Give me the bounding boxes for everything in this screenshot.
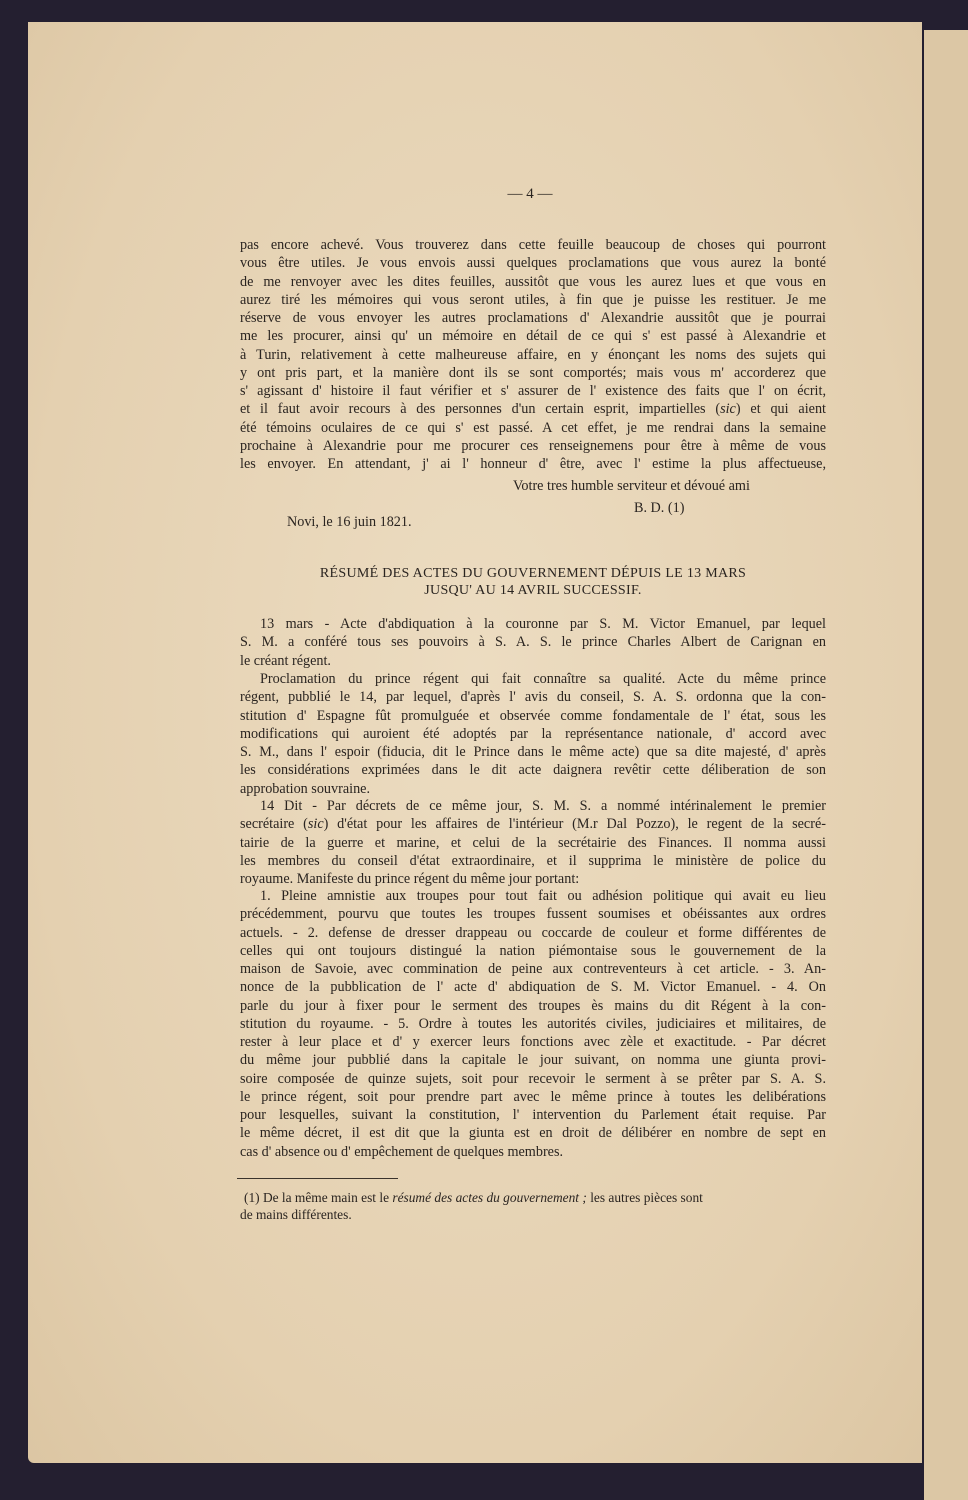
- text-line: celles qui ont toujours distingué la nation piémontaise sous le gouvernement de la: [240, 942, 826, 959]
- footnote-divider: [237, 1178, 398, 1179]
- text-line: précédemment, pourvu que toutes les troupes fussent soumises et obéissantes aux ordres: [240, 906, 826, 923]
- text-line: prochaine à Alexandrie pour me procurer ces renseignemens pour être à même de vous: [240, 437, 826, 454]
- next-page-edge: [924, 30, 968, 1500]
- text-line: actuels. - 2. defense de dresser drappeau ou coccarde de couleur et forme différentes de: [240, 924, 826, 941]
- text-line: [240, 815, 826, 833]
- section-heading: [240, 565, 826, 599]
- italic-text: sic: [307, 816, 324, 833]
- text-line: s' agissant d' histoire il faut vérifier et s' assurer de l' existence des faits que l' on écrit,: [240, 383, 826, 399]
- text-line: parle du jour à fixer pour le serment des troupes ès mains du dit Régent à la con-: [240, 997, 826, 1014]
- heading-line: RÉSUMÉ DES ACTES DU GOUVERNEMENT DÉPUIS LE 13 MARS: [319, 566, 747, 581]
- heading-line: JUSQU' AU 14 AVRIL SUCCESSIF.: [424, 583, 642, 598]
- text-line: stitution du royaume. - 5. Ordre à toutes les autorités civiles, judiciaires et militaires, de: [240, 1015, 826, 1032]
- letter-body: [240, 236, 826, 473]
- text-line: à Turin, relativement à cette malheureuse affaire, en y énonçant les noms des sujets qui: [240, 346, 826, 363]
- text-line: été témoins oculaires de ce qui s' est passé. A cet effet, je me rendrai dans la semaine: [240, 419, 826, 436]
- text-line: rester à leur place et d' y exercer leurs fonctions avec zèle et exactitude. - Par décret: [240, 1034, 826, 1050]
- footnote-text: les autres pièces sont: [586, 1190, 703, 1205]
- text-line: vous être utiles. Je vous envois aussi quelques proclamations que vous aurez la bonté: [240, 255, 826, 272]
- text-line: stitution d' Espagne fût promulguée et observée comme fondamentale de l' état, sous les: [240, 707, 826, 724]
- text-line: réserve de vous envoyer les autres proclamations d' Alexandrie aussitôt que je pourrai: [240, 310, 826, 326]
- footnote: [240, 1189, 826, 1223]
- footnote-line: de mains différentes.: [240, 1207, 352, 1222]
- text-line: de me renvoyer avec les dites feuilles, aussitôt que vous les aurez lues et que vous en: [240, 273, 826, 290]
- text-line: 1. Pleine amnistie aux troupes pour tout fait ou adhésion politique qui avait eu lieu: [260, 888, 826, 904]
- text-line: les envoyer. En attendant, j' ai l' honneur d' être, avec l' estime la plus affectueuse,: [240, 456, 826, 472]
- text-line: nonce de la pubblication de l' acte d' abdiquation de S. M. Victor Emanuel. - 4. On: [240, 979, 826, 996]
- paragraph: [240, 670, 826, 798]
- text-line: S. M. a conféré tous ses pouvoirs à S. A. S. le prince Charles Albert de Carignan en: [240, 634, 826, 651]
- text-line: maison de Savoie, avec commination de peine aux contreventeurs à cet article. - 3. An-: [240, 961, 826, 977]
- text-line: pas encore achevé. Vous trouverez dans cette feuille beaucoup de choses qui pourront: [240, 237, 826, 253]
- paragraph: [240, 887, 826, 1161]
- text-line: [240, 400, 826, 418]
- text-line: pour lesquelles, suivant la constitution, l' intervention du Parlement était requise. Par: [240, 1107, 826, 1123]
- signature: B. D. (1): [634, 500, 685, 516]
- place-date: Novi, le 16 juin 1821.: [287, 514, 412, 530]
- text-line: royaume. Manifeste du prince régent du même jour portant:: [240, 871, 580, 887]
- text-segment: et il faut avoir recours à des personnes d'un certain esprit, impartielles (: [240, 401, 721, 418]
- text-line: 13 mars - Acte d'abdiquation à la couronne par S. M. Victor Emanuel, par lequel: [260, 616, 826, 632]
- italic-text: sic: [720, 401, 736, 418]
- text-line: les membres du conseil d'état extraordinaire, et il supprima le ministère de police du: [240, 852, 826, 869]
- paragraph: [240, 615, 826, 670]
- text-line: y ont pris part, et la manière dont ils se sont comportés; mais vous m' accorderez que: [240, 364, 826, 381]
- text-line: régent, pubblié le 14, par lequel, d'après l' avis du conseil, S. A. S. ordonna que la con-: [240, 689, 826, 706]
- text-line: le même décret, il est dit que la giunta est en droit de délibérer en nombre de sept en: [240, 1125, 826, 1142]
- text-line: S. M., dans l' espoir (fiducia, dit le Prince dans le même acte) que sa dite majesté, d' après: [240, 744, 826, 760]
- footnote-text: (1) De la même main est le: [244, 1190, 393, 1205]
- text-segment: secrétaire (: [240, 816, 308, 833]
- text-line: me les procurer, ainsi qu' un mémoire en détail de ce qui s' est passé à Alexandrie et: [240, 328, 826, 345]
- text-line: Proclamation du prince régent qui fait connaître sa qualité. Acte du même prince: [260, 671, 826, 687]
- paragraph: [240, 797, 826, 888]
- closing: Votre tres humble serviteur et dévoué ami: [513, 478, 750, 494]
- text-segment: ) et qui aient: [735, 401, 826, 418]
- text-segment: ) d'état pour les affaires de l'intérieur (M.r Dal Pozzo), le regent de la secré-: [323, 816, 826, 833]
- footnote-italic: résumé des actes du gouvernement ;: [392, 1190, 587, 1205]
- text-line: soire composée de quinze sujets, soit pour recevoir le serment à se prêter par S. A. S.: [240, 1070, 826, 1087]
- text-line: tairie de la guerre et marine, et celui de la secrétairie des Finances. Il nomma aussi: [240, 834, 826, 851]
- text-line: 14 Dit - Par décrets de ce même jour, S. M. S. a nommé intérinalement le premier: [260, 798, 826, 814]
- text-line: modifications qui auroient été adoptés par la représentance nationale, d' accord avec: [240, 725, 826, 742]
- page-number: — 4 —: [507, 186, 553, 202]
- text-line: le créant régent.: [240, 652, 331, 669]
- text-line: les considérations exprimées dans le dit acte daignera revêtir cette déliberation de son: [240, 762, 826, 779]
- text-line: cas d' absence ou d' empêchement de quelques membres.: [240, 1143, 564, 1160]
- text-line: du même jour pubblié dans la capitale le jour suivant, on nomma une giunta provi-: [240, 1052, 826, 1069]
- text-line: aurez tiré les mémoires qui vous seront utiles, à fin que je puisse les restituer. Je me: [240, 291, 826, 308]
- text-line: le prince régent, soit pour prendre part avec le même prince à toutes les delibérations: [240, 1088, 826, 1105]
- text-line: approbation souvraine.: [240, 780, 371, 797]
